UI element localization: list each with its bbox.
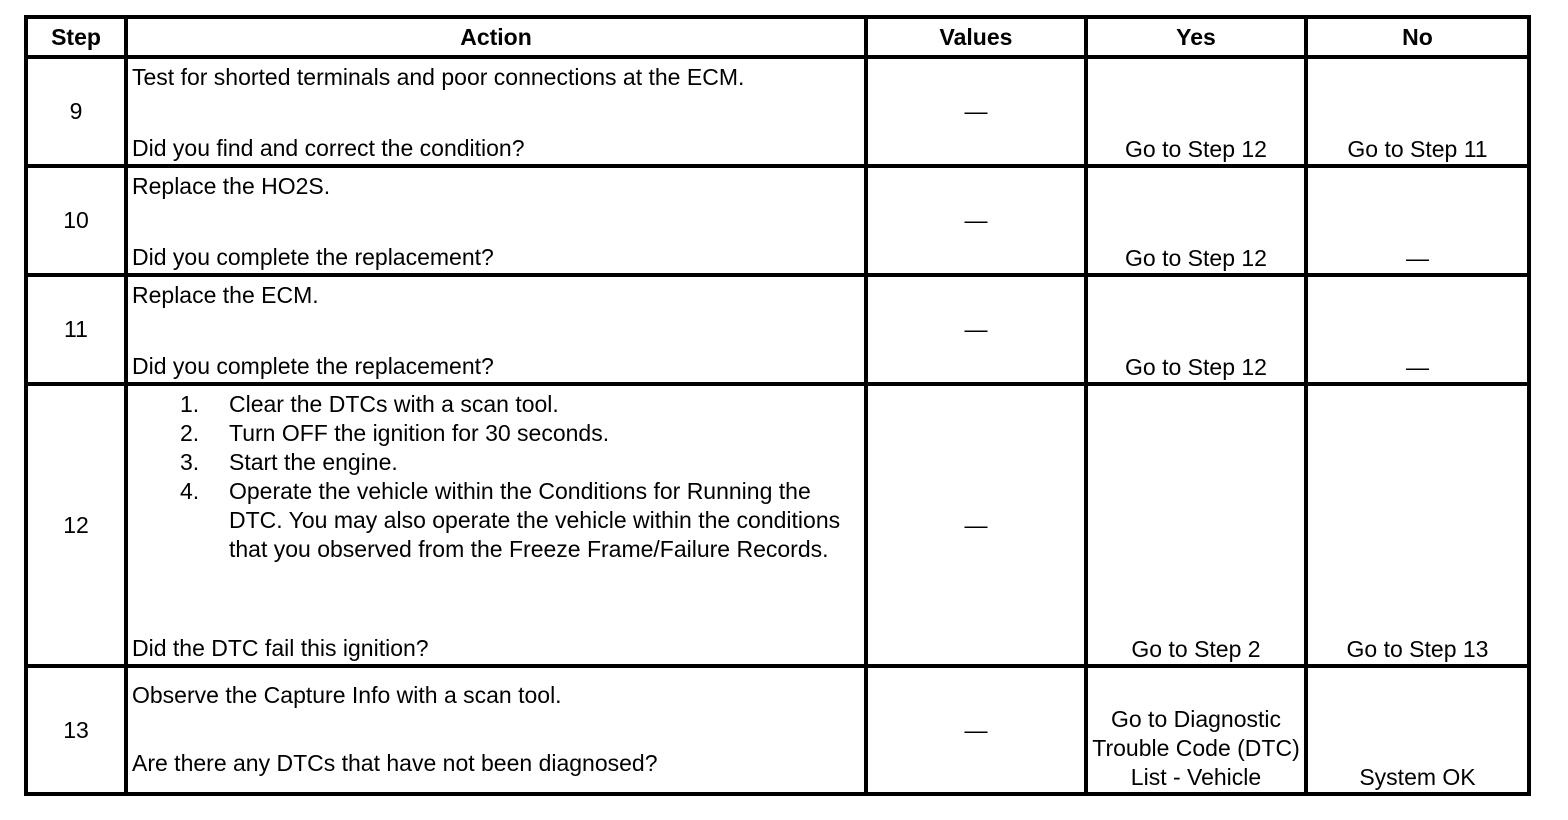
no-cell: — [1306,275,1529,384]
list-number: 3. [180,449,200,475]
yes-cell: Go to Step 12 [1086,166,1306,275]
table-row [26,57,1529,166]
no-cell: — [1306,166,1529,275]
action-text: Test for shorted terminals and poor connections at the ECM. [132,64,745,90]
header-row [26,17,1529,57]
no-cell: Go to Step 11 [1306,57,1529,166]
values-cell: — [866,166,1086,275]
values-cell: — [866,57,1086,166]
list-number: 4. [180,478,200,504]
yes-cell: Go to Step 2 [1086,384,1306,666]
table-row [26,384,1529,666]
values-cell: — [866,275,1086,384]
numbered-list [132,390,858,564]
step-number: 13 [26,666,126,794]
step-number: 10 [26,166,126,275]
list-item [132,419,858,448]
table-row [26,666,1529,794]
header-action: Action [126,17,866,57]
step-number: 12 [26,384,126,666]
list-text: Clear the DTCs with a scan tool. [229,391,559,417]
yes-cell: Go to Step 12 [1086,57,1306,166]
table-row [26,166,1529,275]
action-cell [126,57,866,166]
action-cell [126,384,866,666]
yes-cell: Go to Step 12 [1086,275,1306,384]
step-number: 9 [26,57,126,166]
no-cell: Go to Step 13 [1306,384,1529,666]
action-cell [126,166,866,275]
diagnostic-table [24,15,1531,796]
yes-cell: Go to Diagnostic Trouble Code (DTC) List - Vehicle [1086,666,1306,794]
header-values: Values [866,17,1086,57]
header-step: Step [26,17,126,57]
no-cell: System OK [1306,666,1529,794]
list-item [132,477,858,564]
list-text: Operate the vehicle within the Conditions for Running the DTC. You may also operate the vehicle within the conditions that you observed from the Freeze Frame/Failure Records. [229,478,841,562]
table-row [26,275,1529,384]
action-question: Did you find and correct the condition? [132,135,525,161]
action-cell [126,275,866,384]
header-yes: Yes [1086,17,1306,57]
action-question: Did you complete the replacement? [132,244,494,270]
list-text: Turn OFF the ignition for 30 seconds. [229,420,610,446]
header-no: No [1306,17,1529,57]
values-cell: — [866,384,1086,666]
step-number: 11 [26,275,126,384]
list-item [132,448,858,477]
list-text: Start the engine. [229,449,398,475]
action-question: Did the DTC fail this ignition? [132,635,429,661]
list-item [132,390,858,419]
list-number: 1. [180,391,200,417]
action-question: Are there any DTCs that have not been diagnosed? [132,750,658,776]
action-steps [132,390,858,564]
action-text: Observe the Capture Info with a scan tool. [132,682,562,708]
values-cell: — [866,666,1086,794]
action-cell [126,666,866,794]
action-text: Replace the HO2S. [132,173,331,199]
action-text: Replace the ECM. [132,282,319,308]
action-question: Did you complete the replacement? [132,353,494,379]
list-number: 2. [180,420,200,446]
